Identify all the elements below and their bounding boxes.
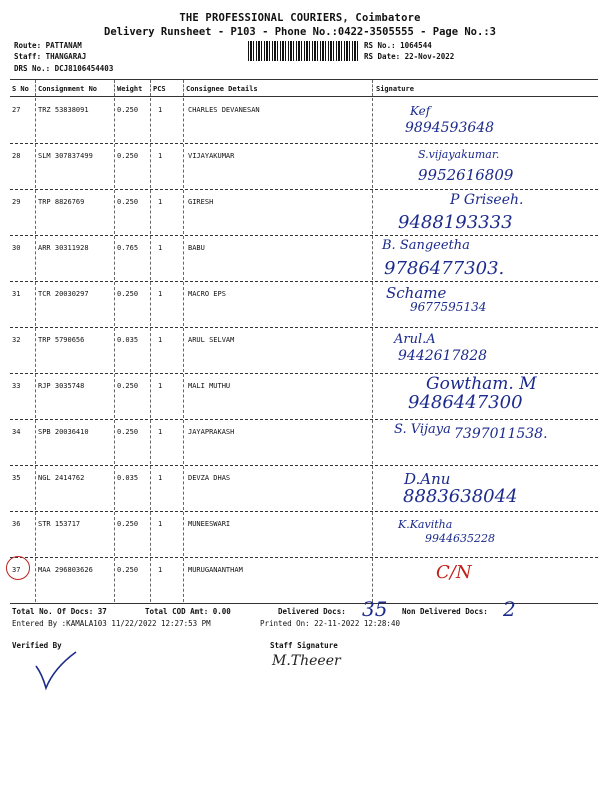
row-signature: B. Sangeetha bbox=[382, 238, 470, 253]
row-divider bbox=[10, 235, 598, 236]
row-sno: 35 bbox=[12, 474, 21, 482]
row-consignee: ARUL SELVAM bbox=[188, 336, 235, 344]
row-signature: K.Kavitha bbox=[398, 518, 453, 531]
header-top-rule bbox=[10, 79, 598, 80]
col-consignee: Consignee Details bbox=[186, 85, 258, 93]
row-consignment: MAA 296803626 bbox=[38, 566, 93, 574]
row-consignee: DEVZA DHAS bbox=[188, 474, 231, 482]
row-divider bbox=[10, 419, 598, 420]
row-consignment: RJP 3035748 bbox=[38, 382, 85, 390]
staff-value: THANGARAJ bbox=[45, 52, 87, 61]
row-signature-phone: 9944635228 bbox=[425, 532, 495, 545]
entered-by: Entered By :KAMALA103 11/22/2022 12:27:53 PM bbox=[12, 619, 211, 628]
row-pcs: 1 bbox=[158, 290, 163, 298]
row-signature: Gowtham. M bbox=[426, 374, 537, 394]
row-signature-phone: 9486447300 bbox=[408, 392, 523, 413]
col-sep bbox=[35, 190, 36, 234]
col-sep bbox=[372, 328, 373, 372]
row-divider bbox=[10, 511, 598, 512]
col-sep bbox=[372, 236, 373, 280]
col-sep bbox=[35, 512, 36, 556]
col-sep bbox=[183, 328, 184, 372]
col-sep bbox=[150, 466, 151, 510]
drs-label: DRS No.: bbox=[14, 64, 51, 73]
row-sno: 27 bbox=[12, 106, 21, 114]
row-pcs: 1 bbox=[158, 106, 163, 114]
row-signature-phone: 9677595134 bbox=[410, 300, 487, 314]
rs-no-label: RS No.: bbox=[364, 41, 396, 50]
route-line bbox=[14, 41, 82, 50]
row-consignee: BABU bbox=[188, 244, 205, 252]
row-weight: 0.250 bbox=[117, 428, 139, 436]
row-consignee: MUNEESWARI bbox=[188, 520, 231, 528]
col-sep bbox=[114, 190, 115, 234]
rs-date-label: RS Date: bbox=[364, 52, 401, 61]
col-sep bbox=[114, 512, 115, 556]
staff-label: Staff: bbox=[14, 52, 42, 61]
col-sep bbox=[35, 374, 36, 418]
col-sep bbox=[183, 98, 184, 142]
col-sep bbox=[150, 420, 151, 464]
col-sep bbox=[183, 558, 184, 602]
col-pcs: PCS bbox=[153, 85, 166, 93]
row-consignee: JAYAPRAKASH bbox=[188, 428, 235, 436]
col-sep bbox=[114, 374, 115, 418]
row-signature: P Griseeh. bbox=[450, 192, 524, 208]
row-weight: 0.250 bbox=[117, 106, 139, 114]
col-sep bbox=[114, 236, 115, 280]
row-pcs: 1 bbox=[158, 566, 163, 574]
col-sep bbox=[372, 374, 373, 418]
row-consignee: GIRESH bbox=[188, 198, 214, 206]
rs-no-value: 1064544 bbox=[400, 41, 432, 50]
row-consignment: STR 153717 bbox=[38, 520, 81, 528]
row-pcs: 1 bbox=[158, 382, 163, 390]
delivered-value: 35 bbox=[362, 597, 388, 621]
row-pcs: 1 bbox=[158, 336, 163, 344]
company-title: THE PROFESSIONAL COURIERS, Coimbatore bbox=[179, 12, 421, 24]
row-signature: Arul.A bbox=[394, 332, 436, 347]
row-signature-phone: 9952616809 bbox=[418, 166, 514, 184]
non-delivered-docs bbox=[402, 607, 488, 616]
rs-no-line bbox=[364, 41, 432, 50]
col-sep bbox=[35, 328, 36, 372]
row-signature: S.vijayakumar. bbox=[418, 148, 500, 161]
drs-line bbox=[14, 64, 113, 73]
route-label: Route: bbox=[14, 41, 42, 50]
col-sep bbox=[35, 420, 36, 464]
circled-row-number bbox=[6, 556, 30, 580]
col-sep bbox=[35, 558, 36, 602]
row-consignee: MACRO EPS bbox=[188, 290, 226, 298]
total-docs-value: 37 bbox=[97, 607, 107, 616]
staff-signature-handwriting: M.Theeer bbox=[272, 653, 341, 669]
col-sep bbox=[150, 190, 151, 234]
row-signature: D.Anu bbox=[404, 470, 451, 488]
row-signature-phone: 9786477303. bbox=[384, 258, 505, 279]
row-pcs: 1 bbox=[158, 198, 163, 206]
col-sep bbox=[183, 80, 184, 96]
row-divider bbox=[10, 143, 598, 144]
row-consignment: TRP 8826769 bbox=[38, 198, 85, 206]
col-sep bbox=[114, 466, 115, 510]
row-signature-phone: 9894593648 bbox=[405, 120, 495, 136]
row-signature: Schame bbox=[386, 284, 447, 302]
col-sep bbox=[183, 374, 184, 418]
row-signature-phone: 9488193333 bbox=[398, 212, 513, 233]
col-sep bbox=[114, 558, 115, 602]
total-cod-label: Total COD Amt: bbox=[145, 607, 209, 616]
row-consignment: TRZ 53838091 bbox=[38, 106, 89, 114]
col-sep bbox=[372, 466, 373, 510]
row-consignment: TRP 5790656 bbox=[38, 336, 85, 344]
row-pcs: 1 bbox=[158, 428, 163, 436]
col-sep bbox=[150, 512, 151, 556]
col-sep bbox=[150, 236, 151, 280]
col-sep bbox=[372, 420, 373, 464]
col-sep bbox=[35, 282, 36, 326]
col-sep bbox=[372, 80, 373, 96]
col-sep bbox=[35, 144, 36, 188]
row-weight: 0.250 bbox=[117, 198, 139, 206]
row-pcs: 1 bbox=[158, 244, 163, 252]
row-divider bbox=[10, 189, 598, 190]
row-signature-phone: 8883638044 bbox=[403, 486, 518, 507]
row-weight: 0.250 bbox=[117, 382, 139, 390]
total-cod-value: 0.00 bbox=[212, 607, 231, 616]
row-sno: 37 bbox=[12, 566, 21, 574]
row-weight: 0.035 bbox=[117, 474, 139, 482]
row-sno: 31 bbox=[12, 290, 21, 298]
row-signature: C/N bbox=[436, 562, 472, 583]
col-sep bbox=[114, 328, 115, 372]
row-weight: 0.765 bbox=[117, 244, 139, 252]
col-consignment: Consignment No bbox=[38, 85, 98, 93]
row-divider bbox=[10, 281, 598, 282]
row-consignment: NGL 2414762 bbox=[38, 474, 85, 482]
row-sno: 29 bbox=[12, 198, 21, 206]
col-sep bbox=[183, 512, 184, 556]
non-delivered-value: 2 bbox=[503, 597, 516, 621]
row-signature-phone: 7397011538. bbox=[454, 426, 548, 442]
row-pcs: 1 bbox=[158, 520, 163, 528]
total-docs-label: Total No. Of Docs: bbox=[12, 607, 94, 616]
row-signature: S. Vijaya bbox=[394, 422, 451, 437]
col-sep bbox=[150, 144, 151, 188]
barcode bbox=[248, 41, 360, 61]
staff-line bbox=[14, 52, 86, 61]
col-sep bbox=[35, 236, 36, 280]
row-pcs: 1 bbox=[158, 474, 163, 482]
col-sep bbox=[35, 98, 36, 142]
col-sep bbox=[150, 558, 151, 602]
col-signature: Signature bbox=[376, 85, 414, 93]
col-sep bbox=[114, 80, 115, 96]
col-sep bbox=[372, 190, 373, 234]
col-sep bbox=[372, 98, 373, 142]
col-sep bbox=[183, 236, 184, 280]
row-signature: Kef bbox=[410, 104, 431, 118]
col-sep bbox=[183, 466, 184, 510]
row-signature-phone: 9442617828 bbox=[398, 348, 488, 364]
col-sep bbox=[372, 512, 373, 556]
row-weight: 0.250 bbox=[117, 290, 139, 298]
col-sep bbox=[150, 282, 151, 326]
col-sep bbox=[183, 144, 184, 188]
col-sep bbox=[114, 98, 115, 142]
non-delivered-label: Non Delivered Docs: bbox=[402, 607, 488, 616]
col-sep bbox=[183, 282, 184, 326]
col-sep bbox=[35, 80, 36, 96]
row-sno: 32 bbox=[12, 336, 21, 344]
col-weight: Weight bbox=[117, 85, 143, 93]
col-sep bbox=[114, 144, 115, 188]
rs-date-line bbox=[364, 52, 454, 61]
col-sep bbox=[372, 144, 373, 188]
row-weight: 0.250 bbox=[117, 152, 139, 160]
col-sep bbox=[372, 558, 373, 602]
route-value: PATTANAM bbox=[45, 41, 82, 50]
row-divider bbox=[10, 557, 598, 558]
col-sep bbox=[114, 420, 115, 464]
row-consignee: MURUGANANTHAM bbox=[188, 566, 243, 574]
col-sep bbox=[150, 374, 151, 418]
row-consignment: SPB 20036410 bbox=[38, 428, 89, 436]
row-sno: 34 bbox=[12, 428, 21, 436]
row-weight: 0.250 bbox=[117, 520, 139, 528]
delivered-label: Delivered Docs: bbox=[278, 607, 346, 616]
row-pcs: 1 bbox=[158, 152, 163, 160]
row-sno: 30 bbox=[12, 244, 21, 252]
total-docs bbox=[12, 607, 107, 616]
delivered-docs bbox=[278, 607, 346, 616]
row-consignment: ARR 30311928 bbox=[38, 244, 89, 252]
col-sep bbox=[150, 328, 151, 372]
col-sno: S No bbox=[12, 85, 29, 93]
verified-check-mark bbox=[32, 648, 80, 692]
row-divider bbox=[10, 327, 598, 328]
col-sep bbox=[150, 80, 151, 96]
row-divider bbox=[10, 465, 598, 466]
row-consignee: MALI MUTHU bbox=[188, 382, 231, 390]
row-consignment: SLM 307837499 bbox=[38, 152, 93, 160]
col-sep bbox=[35, 466, 36, 510]
row-sno: 33 bbox=[12, 382, 21, 390]
col-sep bbox=[114, 282, 115, 326]
drs-value: DCJ8106454403 bbox=[54, 64, 114, 73]
rs-date-value: 22-Nov-2022 bbox=[404, 52, 455, 61]
printed-on: Printed On: 22-11-2022 12:28:40 bbox=[260, 619, 400, 628]
header-bottom-rule bbox=[10, 96, 598, 97]
runsheet-subtitle: Delivery Runsheet - P103 - Phone No.:0422-3505555 - Page No.:3 bbox=[104, 26, 496, 38]
total-cod bbox=[145, 607, 231, 616]
row-consignment: TCR 20030297 bbox=[38, 290, 89, 298]
row-weight: 0.250 bbox=[117, 566, 139, 574]
row-weight: 0.035 bbox=[117, 336, 139, 344]
row-consignee: CHARLES DEVANESAN bbox=[188, 106, 260, 114]
row-sno: 28 bbox=[12, 152, 21, 160]
row-consignee: VIJAYAKUMAR bbox=[188, 152, 235, 160]
verified-by-label: Verified By bbox=[12, 641, 62, 650]
col-sep bbox=[150, 98, 151, 142]
col-sep bbox=[372, 282, 373, 326]
row-sno: 36 bbox=[12, 520, 21, 528]
staff-signature-label: Staff Signature bbox=[270, 641, 338, 650]
col-sep bbox=[183, 420, 184, 464]
col-sep bbox=[183, 190, 184, 234]
